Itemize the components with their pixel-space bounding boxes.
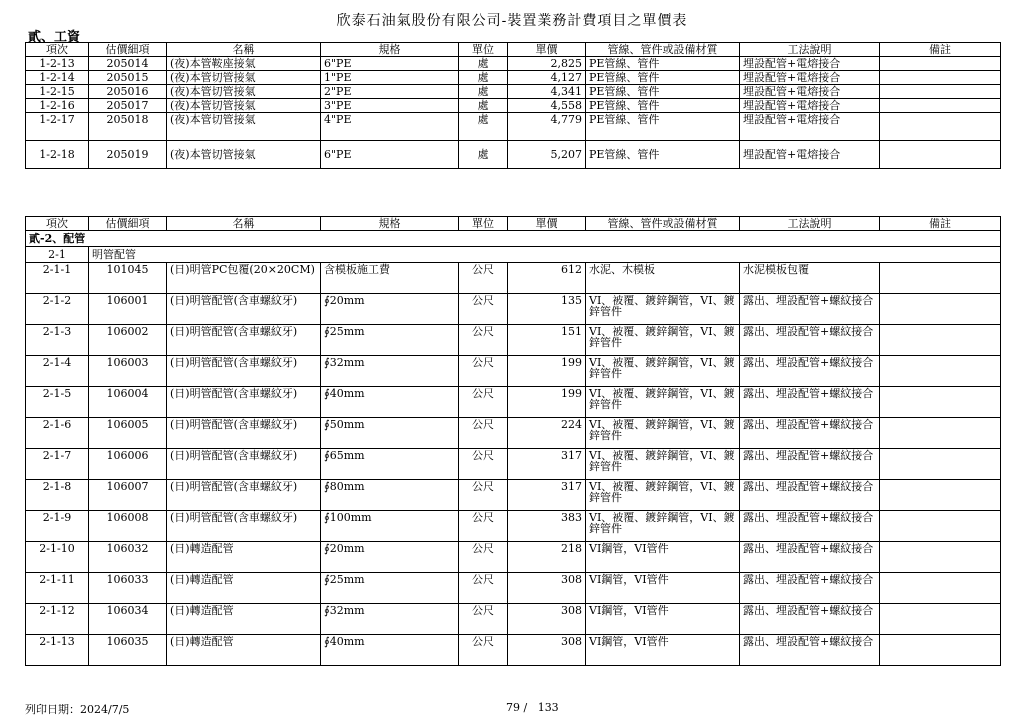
header-price: 單價 xyxy=(508,43,586,57)
cell-no: 2-1-7 xyxy=(26,449,89,480)
cell-no: 2-1-9 xyxy=(26,511,89,542)
cell-note xyxy=(880,635,1001,666)
cell-price: 2,825 xyxy=(508,57,586,71)
cell-code: 205017 xyxy=(89,99,167,113)
cell-method: 水泥模板包覆 xyxy=(740,263,880,294)
cell-note xyxy=(880,325,1001,356)
table-row xyxy=(26,387,1001,418)
cell-unit: 公尺 xyxy=(459,418,508,449)
cell-price: 5,207 xyxy=(508,141,586,169)
cell-method: 露出、埋設配管+螺紋接合 xyxy=(740,511,880,542)
cell-price: 199 xyxy=(508,356,586,387)
cell-spec: ∮100mm xyxy=(321,511,459,542)
cell-no: 2-1-5 xyxy=(26,387,89,418)
cell-spec: 1"PE xyxy=(321,71,459,85)
table-row xyxy=(26,542,1001,573)
cell-unit: 公尺 xyxy=(459,604,508,635)
header-unit: 單位 xyxy=(459,217,508,231)
table-row xyxy=(26,511,1001,542)
table-row xyxy=(26,113,1001,141)
cell-material: PE管線、管件 xyxy=(586,141,740,169)
cell-note xyxy=(880,141,1001,169)
cell-method: 露出、埋設配管+螺紋接合 xyxy=(740,542,880,573)
table-header-row xyxy=(26,217,1001,231)
table-row xyxy=(26,604,1001,635)
cell-unit: 處 xyxy=(459,99,508,113)
cell-code: 106008 xyxy=(89,511,167,542)
cell-name: (日)明管PC包覆(20×20CM) xyxy=(167,263,321,294)
cell-no: 2-1-8 xyxy=(26,480,89,511)
cell-method: 露出、埋設配管+螺紋接合 xyxy=(740,604,880,635)
cell-note xyxy=(880,113,1001,141)
cell-unit: 公尺 xyxy=(459,387,508,418)
cell-note xyxy=(880,449,1001,480)
cell-code: 106007 xyxy=(89,480,167,511)
cell-name: (夜)本管切管接氣 xyxy=(167,85,321,99)
cell-name: (夜)本管切管接氣 xyxy=(167,99,321,113)
table-row xyxy=(26,263,1001,294)
cell-note xyxy=(880,71,1001,85)
cell-note xyxy=(880,57,1001,71)
header-method: 工法說明 xyxy=(740,217,880,231)
table-row xyxy=(26,418,1001,449)
price-table-2 xyxy=(25,216,1001,666)
cell-material: VI、被覆、鍍鋅鋼管，VI、鍍鋅管件 xyxy=(586,418,740,449)
page-number: 79 / 133 xyxy=(506,701,559,714)
cell-material: VI鋼管，VI管件 xyxy=(586,573,740,604)
cell-price: 317 xyxy=(508,449,586,480)
header-no: 項次 xyxy=(26,217,89,231)
cell-code: 205016 xyxy=(89,85,167,99)
cell-code: 106034 xyxy=(89,604,167,635)
cell-price: 218 xyxy=(508,542,586,573)
cell-spec: ∮32mm xyxy=(321,356,459,387)
cell-spec: 2"PE xyxy=(321,85,459,99)
cell-spec: 6"PE xyxy=(321,57,459,71)
cell-price: 4,127 xyxy=(508,71,586,85)
cell-unit: 處 xyxy=(459,85,508,99)
cell-price: 612 xyxy=(508,263,586,294)
header-name: 名稱 xyxy=(167,217,321,231)
table-row xyxy=(26,71,1001,85)
cell-no: 2-1-12 xyxy=(26,604,89,635)
cell-no: 1-2-15 xyxy=(26,85,89,99)
cell-note xyxy=(880,387,1001,418)
cell-spec: ∮65mm xyxy=(321,449,459,480)
table-row xyxy=(26,85,1001,99)
cell-material: VI、被覆、鍍鋅鋼管，VI、鍍鋅管件 xyxy=(586,356,740,387)
cell-spec: ∮32mm xyxy=(321,604,459,635)
cell-method: 露出、埋設配管+螺紋接合 xyxy=(740,387,880,418)
cell-name: (日)明管配管(含車螺紋牙) xyxy=(167,449,321,480)
cell-unit: 公尺 xyxy=(459,542,508,573)
cell-code: 205019 xyxy=(89,141,167,169)
header-method: 工法說明 xyxy=(740,43,880,57)
cell-unit: 公尺 xyxy=(459,294,508,325)
cell-code: 106003 xyxy=(89,356,167,387)
cell-note xyxy=(880,356,1001,387)
cell-note xyxy=(880,511,1001,542)
header-name: 名稱 xyxy=(167,43,321,57)
cell-no: 1-2-17 xyxy=(26,113,89,141)
cell-name: (日)明管配管(含車螺紋牙) xyxy=(167,511,321,542)
header-spec: 規格 xyxy=(321,43,459,57)
cell-method: 埋設配管+電熔接合 xyxy=(740,141,880,169)
cell-unit: 公尺 xyxy=(459,263,508,294)
cell-no: 2-1-13 xyxy=(26,635,89,666)
cell-method: 埋設配管+電熔接合 xyxy=(740,99,880,113)
cell-method: 埋設配管+電熔接合 xyxy=(740,71,880,85)
cell-material: VI鋼管，VI管件 xyxy=(586,635,740,666)
cell-material: VI鋼管，VI管件 xyxy=(586,604,740,635)
header-code: 估價細項 xyxy=(89,217,167,231)
cell-no: 2-1-6 xyxy=(26,418,89,449)
cell-code: 205015 xyxy=(89,71,167,85)
cell-code: 106005 xyxy=(89,418,167,449)
cell-note xyxy=(880,542,1001,573)
cell-code: 106033 xyxy=(89,573,167,604)
cell-note xyxy=(880,294,1001,325)
cell-price: 308 xyxy=(508,635,586,666)
cell-name: (日)明管配管(含車螺紋牙) xyxy=(167,325,321,356)
cell-spec: ∮25mm xyxy=(321,573,459,604)
cell-spec: ∮25mm xyxy=(321,325,459,356)
cell-name: (夜)本管切管接氣 xyxy=(167,141,321,169)
cell-name: (日)明管配管(含車螺紋牙) xyxy=(167,387,321,418)
cell-code: 106002 xyxy=(89,325,167,356)
cell-material: VI、被覆、鍍鋅鋼管，VI、鍍鋅管件 xyxy=(586,511,740,542)
section2-heading: 貳-2、配管 xyxy=(26,231,1001,247)
table-header-row xyxy=(26,43,1001,57)
cell-price: 383 xyxy=(508,511,586,542)
cell-name: (日)轉造配管 xyxy=(167,573,321,604)
cell-no: 1-2-16 xyxy=(26,99,89,113)
cell-material: 水泥、木模板 xyxy=(586,263,740,294)
cell-code: 106032 xyxy=(89,542,167,573)
cell-material: VI、被覆、鍍鋅鋼管，VI、鍍鋅管件 xyxy=(586,294,740,325)
cell-spec: 3"PE xyxy=(321,99,459,113)
cell-unit: 公尺 xyxy=(459,480,508,511)
header-note: 備註 xyxy=(880,217,1001,231)
cell-method: 露出、埋設配管+螺紋接合 xyxy=(740,449,880,480)
cell-spec: ∮40mm xyxy=(321,387,459,418)
cell-no: 2-1-10 xyxy=(26,542,89,573)
cell-method: 露出、埋設配管+螺紋接合 xyxy=(740,480,880,511)
cell-price: 4,558 xyxy=(508,99,586,113)
table-row xyxy=(26,449,1001,480)
cell-note xyxy=(880,263,1001,294)
cell-code: 106004 xyxy=(89,387,167,418)
cell-method: 埋設配管+電熔接合 xyxy=(740,57,880,71)
header-material: 管線、管件或設備材質 xyxy=(586,43,740,57)
cell-unit: 公尺 xyxy=(459,325,508,356)
cell-material: VI、被覆、鍍鋅鋼管，VI、鍍鋅管件 xyxy=(586,325,740,356)
header-spec: 規格 xyxy=(321,217,459,231)
cell-material: PE管線、管件 xyxy=(586,85,740,99)
cell-price: 4,779 xyxy=(508,113,586,141)
subsection-no: 2-1 xyxy=(26,247,89,263)
section-heading: 貳、工資 xyxy=(28,30,81,45)
cell-spec: ∮40mm xyxy=(321,635,459,666)
cell-code: 106001 xyxy=(89,294,167,325)
cell-method: 埋設配管+電熔接合 xyxy=(740,85,880,99)
cell-price: 151 xyxy=(508,325,586,356)
table-row xyxy=(26,141,1001,169)
cell-method: 露出、埋設配管+螺紋接合 xyxy=(740,325,880,356)
cell-code: 205018 xyxy=(89,113,167,141)
cell-method: 露出、埋設配管+螺紋接合 xyxy=(740,294,880,325)
cell-code: 205014 xyxy=(89,57,167,71)
cell-unit: 公尺 xyxy=(459,573,508,604)
header-material: 管線、管件或設備材質 xyxy=(586,217,740,231)
cell-code: 106035 xyxy=(89,635,167,666)
table-row xyxy=(26,57,1001,71)
cell-name: (日)轉造配管 xyxy=(167,635,321,666)
cell-note xyxy=(880,573,1001,604)
cell-name: (日)明管配管(含車螺紋牙) xyxy=(167,480,321,511)
cell-material: PE管線、管件 xyxy=(586,113,740,141)
cell-unit: 公尺 xyxy=(459,449,508,480)
cell-name: (日)轉造配管 xyxy=(167,542,321,573)
cell-unit: 公尺 xyxy=(459,356,508,387)
cell-unit: 處 xyxy=(459,141,508,169)
cell-name: (日)轉造配管 xyxy=(167,604,321,635)
price-table-1 xyxy=(25,42,1001,169)
cell-name: (夜)本管切管接氣 xyxy=(167,71,321,85)
cell-price: 317 xyxy=(508,480,586,511)
cell-method: 露出、埋設配管+螺紋接合 xyxy=(740,418,880,449)
cell-note xyxy=(880,418,1001,449)
cell-spec: 含模板施工費 xyxy=(321,263,459,294)
header-unit: 單位 xyxy=(459,43,508,57)
cell-material: VI、被覆、鍍鋅鋼管，VI、鍍鋅管件 xyxy=(586,480,740,511)
cell-note xyxy=(880,604,1001,635)
cell-spec: ∮20mm xyxy=(321,542,459,573)
cell-material: PE管線、管件 xyxy=(586,99,740,113)
cell-material: VI、被覆、鍍鋅鋼管，VI、鍍鋅管件 xyxy=(586,449,740,480)
table-row xyxy=(26,480,1001,511)
cell-code: 106006 xyxy=(89,449,167,480)
table-row xyxy=(26,294,1001,325)
table-row xyxy=(26,325,1001,356)
cell-no: 2-1-2 xyxy=(26,294,89,325)
cell-name: (夜)本管切管接氣 xyxy=(167,113,321,141)
cell-unit: 公尺 xyxy=(459,635,508,666)
cell-no: 2-1-3 xyxy=(26,325,89,356)
cell-material: PE管線、管件 xyxy=(586,71,740,85)
header-code: 估價細項 xyxy=(89,43,167,57)
table-row xyxy=(26,99,1001,113)
section-row xyxy=(26,231,1001,247)
cell-code: 101045 xyxy=(89,263,167,294)
cell-price: 308 xyxy=(508,573,586,604)
cell-spec: ∮20mm xyxy=(321,294,459,325)
cell-method: 露出、埋設配管+螺紋接合 xyxy=(740,356,880,387)
cell-no: 1-2-18 xyxy=(26,141,89,169)
cell-unit: 公尺 xyxy=(459,511,508,542)
cell-spec: ∮50mm xyxy=(321,418,459,449)
cell-price: 199 xyxy=(508,387,586,418)
cell-material: VI、被覆、鍍鋅鋼管，VI、鍍鋅管件 xyxy=(586,387,740,418)
header-note: 備註 xyxy=(880,43,1001,57)
cell-spec: 4"PE xyxy=(321,113,459,141)
print-date: 列印日期：2024/7/5 xyxy=(25,703,130,716)
cell-spec: ∮80mm xyxy=(321,480,459,511)
cell-no: 2-1-11 xyxy=(26,573,89,604)
cell-price: 224 xyxy=(508,418,586,449)
cell-spec: 6"PE xyxy=(321,141,459,169)
cell-price: 308 xyxy=(508,604,586,635)
cell-price: 4,341 xyxy=(508,85,586,99)
subsection-row xyxy=(26,247,1001,263)
header-price: 單價 xyxy=(508,217,586,231)
cell-note xyxy=(880,85,1001,99)
table-row xyxy=(26,356,1001,387)
cell-material: VI鋼管，VI管件 xyxy=(586,542,740,573)
document-title: 欣泰石油氣股份有限公司-裝置業務計費項目之單價表 xyxy=(336,13,688,29)
cell-no: 1-2-13 xyxy=(26,57,89,71)
cell-name: (夜)本管鞍座接氣 xyxy=(167,57,321,71)
cell-name: (日)明管配管(含車螺紋牙) xyxy=(167,356,321,387)
cell-name: (日)明管配管(含車螺紋牙) xyxy=(167,294,321,325)
cell-method: 露出、埋設配管+螺紋接合 xyxy=(740,635,880,666)
cell-unit: 處 xyxy=(459,113,508,141)
cell-price: 135 xyxy=(508,294,586,325)
header-no: 項次 xyxy=(26,43,89,57)
cell-method: 埋設配管+電熔接合 xyxy=(740,113,880,141)
cell-no: 1-2-14 xyxy=(26,71,89,85)
cell-unit: 處 xyxy=(459,71,508,85)
subsection-label: 明管配管 xyxy=(89,247,1001,263)
cell-material: PE管線、管件 xyxy=(586,57,740,71)
table-row xyxy=(26,573,1001,604)
cell-no: 2-1-4 xyxy=(26,356,89,387)
cell-no: 2-1-1 xyxy=(26,263,89,294)
cell-method: 露出、埋設配管+螺紋接合 xyxy=(740,573,880,604)
table-row xyxy=(26,635,1001,666)
cell-unit: 處 xyxy=(459,57,508,71)
cell-name: (日)明管配管(含車螺紋牙) xyxy=(167,418,321,449)
cell-note xyxy=(880,99,1001,113)
cell-note xyxy=(880,480,1001,511)
